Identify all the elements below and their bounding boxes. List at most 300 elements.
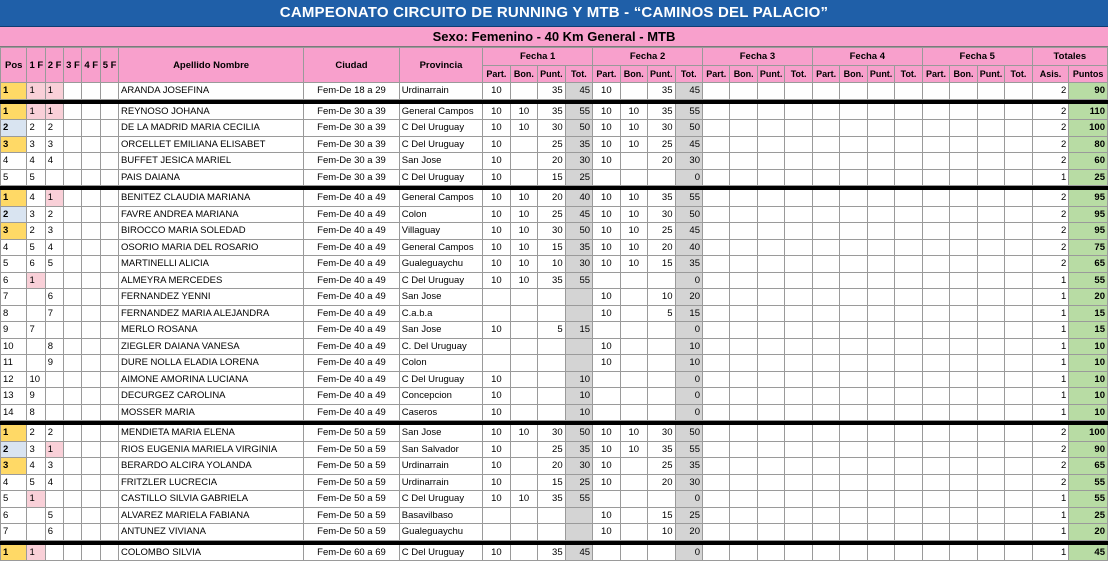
- fecha-2-punt: 35: [648, 441, 675, 458]
- fecha-5-part: [922, 322, 949, 339]
- fecha-4-tot: [895, 120, 922, 137]
- fecha-4-punt: [867, 136, 894, 153]
- fecha-4-bon: [840, 305, 867, 322]
- fecha-3-tot: [785, 322, 812, 339]
- fecha-5-tot: [1005, 474, 1032, 491]
- category-cell: Fem-De 40 a 49: [304, 239, 400, 256]
- category-cell: Fem-De 40 a 49: [304, 272, 400, 289]
- fecha-3-bon: [730, 524, 757, 541]
- fecha-5-part: [922, 371, 949, 388]
- fecha-3-part: [702, 169, 729, 186]
- table-row: [1, 103, 1108, 120]
- fecha-3-tot: [785, 83, 812, 100]
- table-row: [1, 491, 1108, 508]
- fecha-3-punt: [757, 524, 784, 541]
- fecha-1-bon: 10: [510, 190, 537, 207]
- category-cell: Fem-De 40 a 49: [304, 206, 400, 223]
- fecha-3-bon: [730, 169, 757, 186]
- fecha-1-bon: 10: [510, 120, 537, 137]
- fecha-5-bon: [950, 289, 977, 306]
- col-fecha-1-punt: Punt.: [538, 66, 565, 83]
- fecha-2-punt: 20: [648, 239, 675, 256]
- fecha-2-place: [45, 404, 63, 421]
- sheet-title: CAMPEONATO CIRCUITO DE RUNNING Y MTB - “CAMINOS DEL PALACIO”: [0, 0, 1108, 27]
- position-cell: 9: [1, 322, 27, 339]
- asistencias-cell: 1: [1032, 322, 1069, 339]
- fecha-2-place: 5: [45, 507, 63, 524]
- fecha-5-part: [922, 441, 949, 458]
- fecha-1-tot: 50: [565, 223, 592, 240]
- col-fecha-3-punt: Punt.: [757, 66, 784, 83]
- fecha-3-bon: [730, 338, 757, 355]
- fecha-2-punt: [648, 169, 675, 186]
- puntos-cell: 55: [1069, 474, 1108, 491]
- fecha-4-place: [82, 355, 100, 372]
- position-cell: 6: [1, 507, 27, 524]
- fecha-4-part: [812, 272, 839, 289]
- fecha-3-bon: [730, 371, 757, 388]
- asistencias-cell: 1: [1032, 289, 1069, 306]
- fecha-3-place: [64, 83, 82, 100]
- fecha-4-bon: [840, 371, 867, 388]
- puntos-cell: 100: [1069, 425, 1108, 442]
- athlete-name: REYNOSO JOHANA: [119, 103, 304, 120]
- fecha-5-punt: [977, 544, 1004, 561]
- province-cell: Urdinarrain: [399, 474, 482, 491]
- fecha-5-tot: [1005, 169, 1032, 186]
- fecha-3-place: [64, 272, 82, 289]
- fecha-3-part: [702, 322, 729, 339]
- fecha-4-tot: [895, 103, 922, 120]
- puntos-cell: 20: [1069, 524, 1108, 541]
- fecha-1-punt: 35: [538, 103, 565, 120]
- fecha-2-punt: 25: [648, 458, 675, 475]
- puntos-cell: 55: [1069, 272, 1108, 289]
- fecha-3-place: [64, 120, 82, 137]
- fecha-5-part: [922, 388, 949, 405]
- fecha-3-part: [702, 136, 729, 153]
- province-cell: C Del Uruguay: [399, 371, 482, 388]
- fecha-2-part: 10: [593, 83, 620, 100]
- fecha-1-bon: [510, 458, 537, 475]
- fecha-5-part: [922, 289, 949, 306]
- fecha-2-part: 10: [593, 289, 620, 306]
- position-cell: 5: [1, 256, 27, 273]
- athlete-name: ANTUNEZ VIVIANA: [119, 524, 304, 541]
- fecha-2-bon: [620, 355, 647, 372]
- fecha-1-tot: 10: [565, 404, 592, 421]
- fecha-4-bon: [840, 474, 867, 491]
- fecha-5-place: [100, 169, 118, 186]
- puntos-cell: 20: [1069, 289, 1108, 306]
- fecha-3-place: [64, 103, 82, 120]
- fecha-5-place: [100, 491, 118, 508]
- position-cell: 6: [1, 272, 27, 289]
- fecha-4-part: [812, 223, 839, 240]
- fecha-2-place: 1: [45, 190, 63, 207]
- fecha-3-part: [702, 458, 729, 475]
- fecha-1-bon: [510, 169, 537, 186]
- fecha-3-tot: [785, 388, 812, 405]
- fecha-5-part: [922, 136, 949, 153]
- fecha-5-place: [100, 103, 118, 120]
- fecha-5-place: [100, 206, 118, 223]
- fecha-5-place: [100, 289, 118, 306]
- fecha-2-part: 10: [593, 507, 620, 524]
- fecha-3-part: [702, 120, 729, 137]
- fecha-2-bon: 10: [620, 223, 647, 240]
- athlete-name: MENDIETA MARIA ELENA: [119, 425, 304, 442]
- fecha-5-tot: [1005, 507, 1032, 524]
- col-asis: Asis.: [1032, 66, 1069, 83]
- position-cell: 1: [1, 83, 27, 100]
- fecha-3-tot: [785, 305, 812, 322]
- fecha-5-tot: [1005, 136, 1032, 153]
- fecha-3-punt: [757, 120, 784, 137]
- fecha-5-bon: [950, 206, 977, 223]
- province-cell: San Jose: [399, 153, 482, 170]
- fecha-4-punt: [867, 404, 894, 421]
- fecha-1-part: 10: [483, 322, 510, 339]
- fecha-2-part: [593, 491, 620, 508]
- fecha-4-punt: [867, 153, 894, 170]
- fecha-2-tot: 35: [675, 256, 702, 273]
- fecha-1-punt: [538, 388, 565, 405]
- province-cell: General Campos: [399, 190, 482, 207]
- table-row: [1, 371, 1108, 388]
- fecha-2-punt: [648, 544, 675, 561]
- fecha-3-part: [702, 83, 729, 100]
- fecha-4-punt: [867, 103, 894, 120]
- position-cell: 2: [1, 206, 27, 223]
- fecha-1-bon: [510, 441, 537, 458]
- fecha-2-place: 8: [45, 338, 63, 355]
- fecha-4-place: [82, 322, 100, 339]
- fecha-3-bon: [730, 83, 757, 100]
- fecha-2-tot: 0: [675, 371, 702, 388]
- fecha-4-place: [82, 388, 100, 405]
- table-row: [1, 544, 1108, 561]
- fecha-5-tot: [1005, 289, 1032, 306]
- fecha-5-place: [100, 272, 118, 289]
- province-cell: Gualeguaychu: [399, 524, 482, 541]
- fecha-4-place: [82, 474, 100, 491]
- fecha-2-tot: 0: [675, 272, 702, 289]
- fecha-2-bon: [620, 153, 647, 170]
- fecha-4-tot: [895, 544, 922, 561]
- fecha-5-place: [100, 239, 118, 256]
- fecha-3-tot: [785, 524, 812, 541]
- fecha-1-bon: [510, 388, 537, 405]
- fecha-1-punt: 25: [538, 441, 565, 458]
- fecha-1-punt: 30: [538, 120, 565, 137]
- fecha-3-bon: [730, 190, 757, 207]
- fecha-1-part: [483, 507, 510, 524]
- fecha-2-tot: 45: [675, 83, 702, 100]
- fecha-2-punt: 20: [648, 474, 675, 491]
- fecha-4-bon: [840, 507, 867, 524]
- fecha-4-place: [82, 223, 100, 240]
- col-fecha-1: Fecha 1: [483, 48, 593, 66]
- fecha-3-part: [702, 355, 729, 372]
- fecha-5-place: [100, 371, 118, 388]
- fecha-1-punt: 35: [538, 272, 565, 289]
- fecha-5-part: [922, 544, 949, 561]
- asistencias-cell: 2: [1032, 256, 1069, 273]
- fecha-2-place: 4: [45, 239, 63, 256]
- fecha-1-punt: [538, 305, 565, 322]
- asistencias-cell: 2: [1032, 120, 1069, 137]
- puntos-cell: 10: [1069, 404, 1108, 421]
- fecha-3-place: [64, 239, 82, 256]
- fecha-5-punt: [977, 223, 1004, 240]
- fecha-4-part: [812, 474, 839, 491]
- athlete-name: AIMONE AMORINA LUCIANA: [119, 371, 304, 388]
- athlete-name: BIROCCO MARIA SOLEDAD: [119, 223, 304, 240]
- fecha-1-bon: 10: [510, 256, 537, 273]
- fecha-4-bon: [840, 491, 867, 508]
- fecha-1-bon: [510, 338, 537, 355]
- fecha-2-place: 4: [45, 474, 63, 491]
- fecha-2-tot: 15: [675, 305, 702, 322]
- fecha-3-bon: [730, 441, 757, 458]
- fecha-3-part: [702, 441, 729, 458]
- fecha-4-punt: [867, 256, 894, 273]
- fecha-1-punt: [538, 355, 565, 372]
- puntos-cell: 25: [1069, 169, 1108, 186]
- fecha-4-tot: [895, 474, 922, 491]
- fecha-3-place: [64, 338, 82, 355]
- fecha-2-tot: 0: [675, 169, 702, 186]
- fecha-5-place: [100, 355, 118, 372]
- fecha-2-bon: 10: [620, 120, 647, 137]
- fecha-3-part: [702, 153, 729, 170]
- fecha-3-place: [64, 322, 82, 339]
- position-cell: 10: [1, 338, 27, 355]
- province-cell: San Jose: [399, 322, 482, 339]
- fecha-1-punt: [538, 371, 565, 388]
- fecha-2-place: 2: [45, 206, 63, 223]
- fecha-5-punt: [977, 120, 1004, 137]
- athlete-name: ALMEYRA MERCEDES: [119, 272, 304, 289]
- fecha-5-bon: [950, 441, 977, 458]
- fecha-5-bon: [950, 169, 977, 186]
- fecha-1-punt: 35: [538, 83, 565, 100]
- athlete-name: ZIEGLER DAIANA VANESA: [119, 338, 304, 355]
- fecha-5-part: [922, 491, 949, 508]
- fecha-4-place: [82, 153, 100, 170]
- position-cell: 3: [1, 458, 27, 475]
- fecha-1-place: [27, 355, 45, 372]
- fecha-3-punt: [757, 322, 784, 339]
- category-cell: Fem-De 40 a 49: [304, 190, 400, 207]
- fecha-5-tot: [1005, 206, 1032, 223]
- fecha-3-punt: [757, 425, 784, 442]
- fecha-5-punt: [977, 256, 1004, 273]
- fecha-3-tot: [785, 474, 812, 491]
- fecha-3-tot: [785, 507, 812, 524]
- athlete-name: RIOS EUGENIA MARIELA VIRGINIA: [119, 441, 304, 458]
- fecha-4-bon: [840, 441, 867, 458]
- fecha-5-bon: [950, 256, 977, 273]
- fecha-2-tot: 50: [675, 206, 702, 223]
- fecha-4-punt: [867, 425, 894, 442]
- fecha-2-punt: 5: [648, 305, 675, 322]
- puntos-cell: 55: [1069, 491, 1108, 508]
- fecha-2-tot: 55: [675, 103, 702, 120]
- fecha-4-bon: [840, 272, 867, 289]
- fecha-3-bon: [730, 491, 757, 508]
- fecha-4-tot: [895, 305, 922, 322]
- fecha-4-part: [812, 305, 839, 322]
- fecha-3-part: [702, 425, 729, 442]
- athlete-name: DE LA MADRID MARIA CECILIA: [119, 120, 304, 137]
- fecha-3-tot: [785, 371, 812, 388]
- fecha-5-place: [100, 458, 118, 475]
- category-cell: Fem-De 30 a 39: [304, 136, 400, 153]
- fecha-3-tot: [785, 289, 812, 306]
- athlete-name: COLOMBO SILVIA: [119, 544, 304, 561]
- fecha-4-place: [82, 206, 100, 223]
- fecha-1-bon: [510, 507, 537, 524]
- fecha-1-place: 7: [27, 322, 45, 339]
- fecha-4-bon: [840, 458, 867, 475]
- fecha-1-tot: 25: [565, 169, 592, 186]
- fecha-2-place: 1: [45, 441, 63, 458]
- position-cell: 1: [1, 103, 27, 120]
- fecha-4-tot: [895, 153, 922, 170]
- fecha-1-place: 5: [27, 169, 45, 186]
- puntos-cell: 60: [1069, 153, 1108, 170]
- fecha-1-part: [483, 524, 510, 541]
- fecha-3-bon: [730, 256, 757, 273]
- fecha-3-place: [64, 441, 82, 458]
- fecha-1-part: 10: [483, 491, 510, 508]
- col-fecha-2-tot: Tot.: [675, 66, 702, 83]
- table-row: [1, 474, 1108, 491]
- fecha-3-bon: [730, 544, 757, 561]
- fecha-4-part: [812, 388, 839, 405]
- fecha-5-punt: [977, 103, 1004, 120]
- fecha-5-part: [922, 169, 949, 186]
- table-row: [1, 136, 1108, 153]
- col-f1: 1 F: [27, 48, 45, 83]
- fecha-2-punt: 30: [648, 206, 675, 223]
- fecha-1-part: 10: [483, 120, 510, 137]
- fecha-5-tot: [1005, 272, 1032, 289]
- fecha-2-tot: 0: [675, 404, 702, 421]
- fecha-4-punt: [867, 239, 894, 256]
- fecha-5-tot: [1005, 458, 1032, 475]
- fecha-5-punt: [977, 524, 1004, 541]
- province-cell: Basavilbaso: [399, 507, 482, 524]
- fecha-1-tot: 30: [565, 153, 592, 170]
- fecha-4-tot: [895, 355, 922, 372]
- fecha-1-punt: 20: [538, 458, 565, 475]
- fecha-1-bon: [510, 404, 537, 421]
- fecha-5-place: [100, 404, 118, 421]
- fecha-3-bon: [730, 322, 757, 339]
- fecha-4-punt: [867, 474, 894, 491]
- fecha-5-punt: [977, 153, 1004, 170]
- fecha-3-tot: [785, 491, 812, 508]
- fecha-5-place: [100, 425, 118, 442]
- category-cell: Fem-De 30 a 39: [304, 153, 400, 170]
- fecha-3-tot: [785, 223, 812, 240]
- athlete-name: ORCELLET EMILIANA ELISABET: [119, 136, 304, 153]
- fecha-2-punt: 35: [648, 103, 675, 120]
- fecha-1-part: 10: [483, 544, 510, 561]
- fecha-1-place: 1: [27, 103, 45, 120]
- category-cell: Fem-De 40 a 49: [304, 404, 400, 421]
- province-cell: Urdinarrain: [399, 83, 482, 100]
- fecha-2-bon: [620, 474, 647, 491]
- fecha-5-bon: [950, 355, 977, 372]
- asistencias-cell: 1: [1032, 169, 1069, 186]
- table-row: [1, 190, 1108, 207]
- fecha-5-part: [922, 239, 949, 256]
- category-cell: Fem-De 30 a 39: [304, 120, 400, 137]
- col-fecha-5-tot: Tot.: [1005, 66, 1032, 83]
- fecha-2-punt: 25: [648, 136, 675, 153]
- puntos-cell: 90: [1069, 83, 1108, 100]
- fecha-4-part: [812, 338, 839, 355]
- fecha-4-punt: [867, 206, 894, 223]
- athlete-name: CASTILLO SILVIA GABRIELA: [119, 491, 304, 508]
- puntos-cell: 95: [1069, 190, 1108, 207]
- fecha-5-place: [100, 190, 118, 207]
- fecha-1-part: 10: [483, 458, 510, 475]
- fecha-4-place: [82, 289, 100, 306]
- fecha-1-punt: [538, 507, 565, 524]
- fecha-4-bon: [840, 103, 867, 120]
- position-cell: 1: [1, 544, 27, 561]
- fecha-2-tot: 50: [675, 120, 702, 137]
- fecha-2-punt: [648, 491, 675, 508]
- fecha-3-place: [64, 524, 82, 541]
- fecha-4-place: [82, 524, 100, 541]
- asistencias-cell: 2: [1032, 441, 1069, 458]
- col-fecha-5-punt: Punt.: [977, 66, 1004, 83]
- fecha-3-part: [702, 272, 729, 289]
- asistencias-cell: 2: [1032, 239, 1069, 256]
- fecha-5-part: [922, 223, 949, 240]
- fecha-1-bon: [510, 524, 537, 541]
- fecha-4-bon: [840, 544, 867, 561]
- fecha-5-bon: [950, 544, 977, 561]
- fecha-5-tot: [1005, 404, 1032, 421]
- fecha-3-bon: [730, 474, 757, 491]
- table-row: [1, 507, 1108, 524]
- table-row: [1, 153, 1108, 170]
- fecha-1-part: 10: [483, 404, 510, 421]
- fecha-2-bon: [620, 507, 647, 524]
- col-fecha-4-part: Part.: [812, 66, 839, 83]
- province-cell: C Del Uruguay: [399, 491, 482, 508]
- fecha-3-punt: [757, 404, 784, 421]
- athlete-name: ALVAREZ MARIELA FABIANA: [119, 507, 304, 524]
- fecha-5-tot: [1005, 256, 1032, 273]
- fecha-5-bon: [950, 491, 977, 508]
- fecha-3-bon: [730, 136, 757, 153]
- fecha-2-place: [45, 491, 63, 508]
- fecha-5-bon: [950, 404, 977, 421]
- puntos-cell: 10: [1069, 371, 1108, 388]
- fecha-5-part: [922, 458, 949, 475]
- asistencias-cell: 2: [1032, 425, 1069, 442]
- category-cell: Fem-De 50 a 59: [304, 474, 400, 491]
- fecha-4-punt: [867, 120, 894, 137]
